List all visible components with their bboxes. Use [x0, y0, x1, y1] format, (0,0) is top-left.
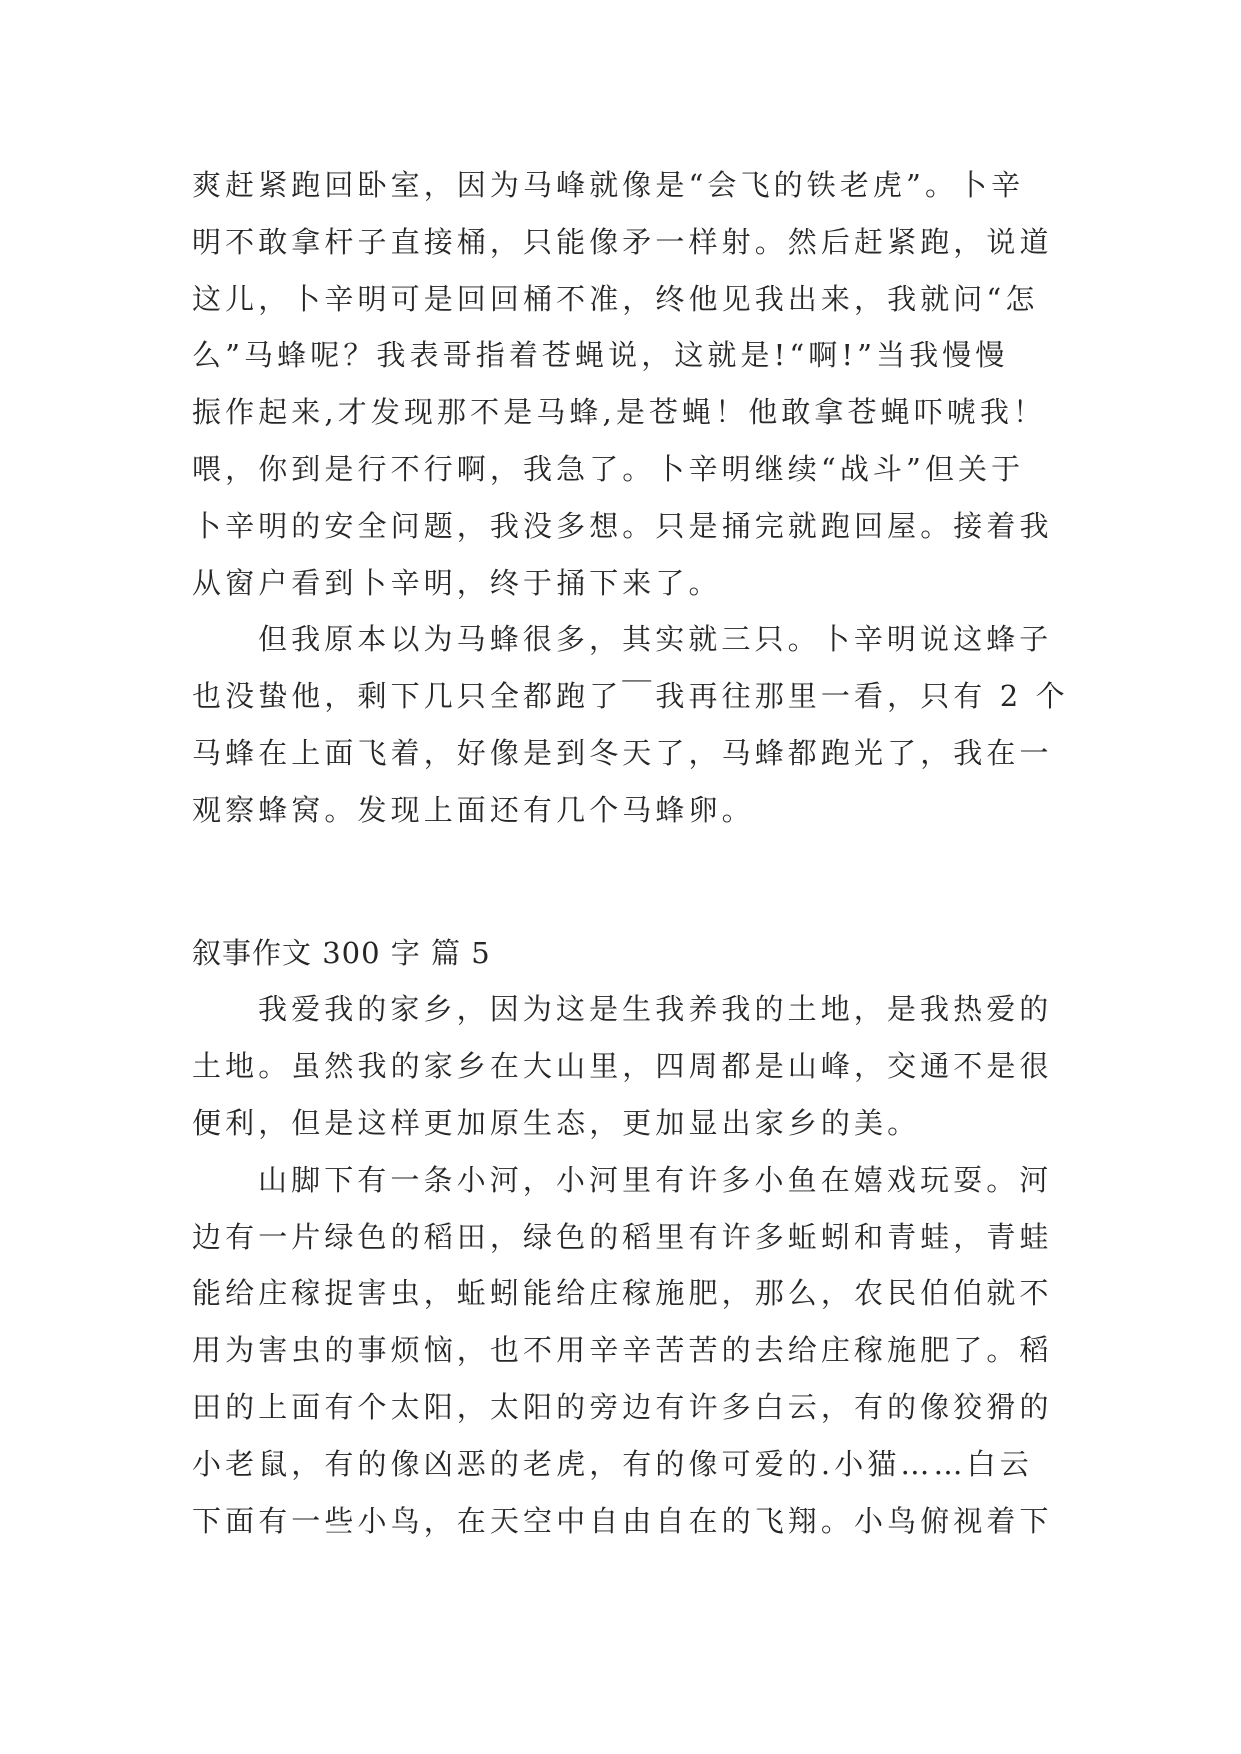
text-line: 小老鼠，有的像凶恶的老虎，有的像可爱的.小猫……白云	[192, 1446, 1033, 1481]
text-line: 边有一片绿色的稻田，绿色的稻里有许多蚯蚓和青蛙，青蛙	[192, 1219, 1053, 1254]
text-line: 便利，但是这样更加原生态，更加显出家乡的美。	[192, 1105, 921, 1140]
section-spacer	[192, 839, 1064, 925]
text-line: 喂，你到是行不行啊，我急了。卜辛明继续“战斗”但关于	[192, 451, 1025, 486]
text-line: 么”马蜂呢？我表哥指着苍蝇说，这就是!“啊!”当我慢慢	[192, 338, 1009, 373]
text-line: 振作起来,才发现那不是马蜂,是苍蝇！他敢拿苍蝇吓唬我！	[192, 395, 1047, 430]
paragraph	[192, 981, 1064, 1151]
text-line: 卜辛明的安全问题，我没多想。只是捅完就跑回屋。接着我	[192, 508, 1053, 543]
text-line: 我爱我的家乡，因为这是生我养我的土地，是我热爱的	[258, 992, 1053, 1027]
text-line: 这儿，卜辛明可是回回桶不准，终他见我出来，我就问“怎	[192, 281, 1039, 316]
text-line: 爽赶紧跑回卧室，因为马峰就像是“会飞的铁老虎”。卜辛	[192, 168, 1025, 202]
text-line: 观察蜂窝。发现上面还有几个马蜂卵。	[192, 792, 755, 827]
paragraph	[192, 157, 1064, 611]
text-line: 山脚下有一条小河，小河里有许多小鱼在嬉戏玩耍。河	[258, 1162, 1053, 1197]
text-line: 明不敢拿杆子直接桶，只能像矛一样射。然后赶紧跑，说道	[192, 224, 1053, 259]
paragraph	[192, 611, 1069, 838]
document-body	[192, 157, 1069, 1549]
text-line: 也没蛰他，剩下几只全都跑了￣我再往那里一看，只有 2 个	[192, 679, 1069, 714]
text-line: 从窗户看到卜辛明，终于捅下来了。	[192, 565, 722, 600]
section-heading: 叙事作文 300 字 篇 5	[192, 935, 491, 970]
paragraph	[192, 1152, 1064, 1550]
text-line: 马蜂在上面飞着，好像是到冬天了，马蜂都跑光了，我在一	[192, 735, 1053, 770]
text-line: 下面有一些小鸟，在天空中自由自在的飞翔。小鸟俯视着下	[192, 1503, 1053, 1538]
text-line: 用为害虫的事烦恼，也不用辛辛苦苦的去给庄稼施肥了。稻	[192, 1333, 1053, 1368]
text-line: 但我原本以为马蜂很多，其实就三只。卜辛明说这蜂子	[258, 622, 1053, 657]
text-line: 田的上面有个太阳，太阳的旁边有许多白云，有的像狡猾的	[192, 1389, 1053, 1424]
text-line: 能给庄稼捉害虫，蚯蚓能给庄稼施肥，那么，农民伯伯就不	[192, 1276, 1053, 1311]
text-line: 土地。虽然我的家乡在大山里，四周都是山峰，交通不是很	[192, 1049, 1053, 1084]
